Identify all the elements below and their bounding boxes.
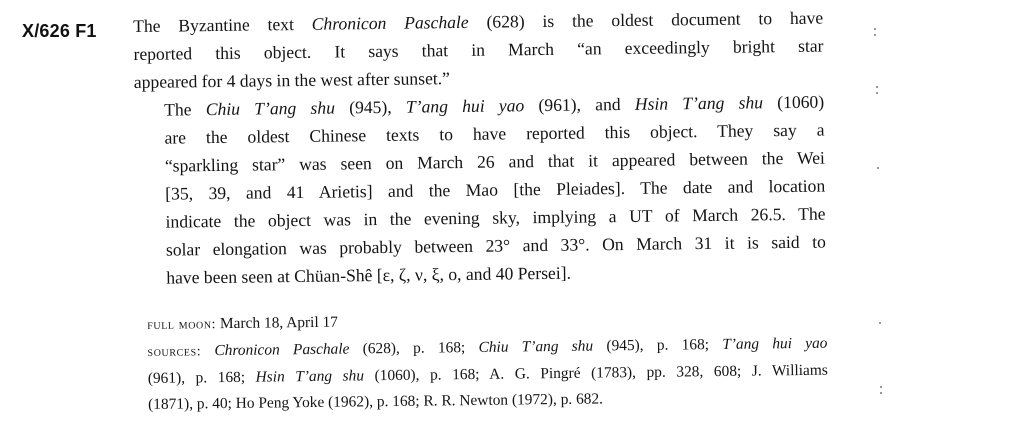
text-run xyxy=(201,342,214,359)
title-italic: T’ang hui yao xyxy=(405,95,525,117)
text-run: (1060), p. 168; A. G. Pingré (1783), pp. 328, 608; J. Williams xyxy=(363,361,828,385)
text-run: (961), and xyxy=(524,93,635,116)
text-run: (945), p. 168; xyxy=(593,335,723,355)
entry-metadata xyxy=(147,304,828,418)
title-italic: Chronicon Paschale xyxy=(214,340,350,360)
text-line: appeared for 4 days in the west after sunset.” xyxy=(133,68,451,92)
title-italic: Chiu T’ang shu xyxy=(205,97,336,120)
scan-speck xyxy=(880,392,882,394)
text-line: “sparkling star” was seen on March 26 and that it appeared between the Wei xyxy=(164,147,825,176)
text-line: are the oldest Chinese texts to have reported this object. They say a xyxy=(164,119,825,148)
scan-speck xyxy=(879,322,881,324)
text-line: have been seen at Chüan-Shê [ε, ζ, ν, ξ, o, and 40 Persei]. xyxy=(166,262,572,288)
scan-speck xyxy=(880,386,882,388)
text-run: (628) is the oldest document to have xyxy=(468,7,824,32)
scan-speck xyxy=(876,92,878,94)
text-line: indicate the object was in the evening sky, implying a UT of March 26.5. The xyxy=(165,203,826,232)
text-run: (961), p. 168; xyxy=(147,368,256,387)
text-line: reported this object. It says that in March “an exceedingly bright star xyxy=(133,35,824,64)
title-italic: Hsin T’ang shu xyxy=(255,367,365,386)
entry-identifier: X/626 F1 xyxy=(22,21,97,41)
title-italic: Hsin T’ang shu xyxy=(634,92,764,114)
text-run: The Byzantine text xyxy=(133,13,312,36)
text-line: solar elongation was probably between 23° and 33°. On March 31 it is said to xyxy=(165,231,826,260)
text-line: [35, 39, and 41 Arietis] and the Mao [the Pleiades]. The date and location xyxy=(165,175,826,204)
sources-label: sources: xyxy=(147,344,202,360)
full-moon-label: full moon: xyxy=(147,317,217,333)
full-moon-value: March 18, April 17 xyxy=(215,313,339,333)
title-italic: Chronicon Paschale xyxy=(311,11,469,34)
scan-speck xyxy=(874,34,876,36)
scan-speck xyxy=(874,28,876,30)
entry-body xyxy=(133,4,826,292)
scan-speck xyxy=(877,167,879,169)
text-run: (945), xyxy=(334,96,407,118)
text-run: The xyxy=(164,99,206,120)
paragraph-chronicon xyxy=(133,4,824,96)
title-italic: Chiu T’ang shu xyxy=(478,337,594,356)
scan-speck xyxy=(876,86,878,88)
paragraph-chinese-texts xyxy=(134,88,826,292)
title-italic: T’ang hui yao xyxy=(722,334,828,353)
text-run: (1060) xyxy=(762,91,825,113)
sources-row: (1871), p. 40; Ho Peng Yoke (1962), p. 168; R. R. Newton (1972), p. 682. xyxy=(148,390,604,413)
text-run: (628), p. 168; xyxy=(349,338,479,358)
